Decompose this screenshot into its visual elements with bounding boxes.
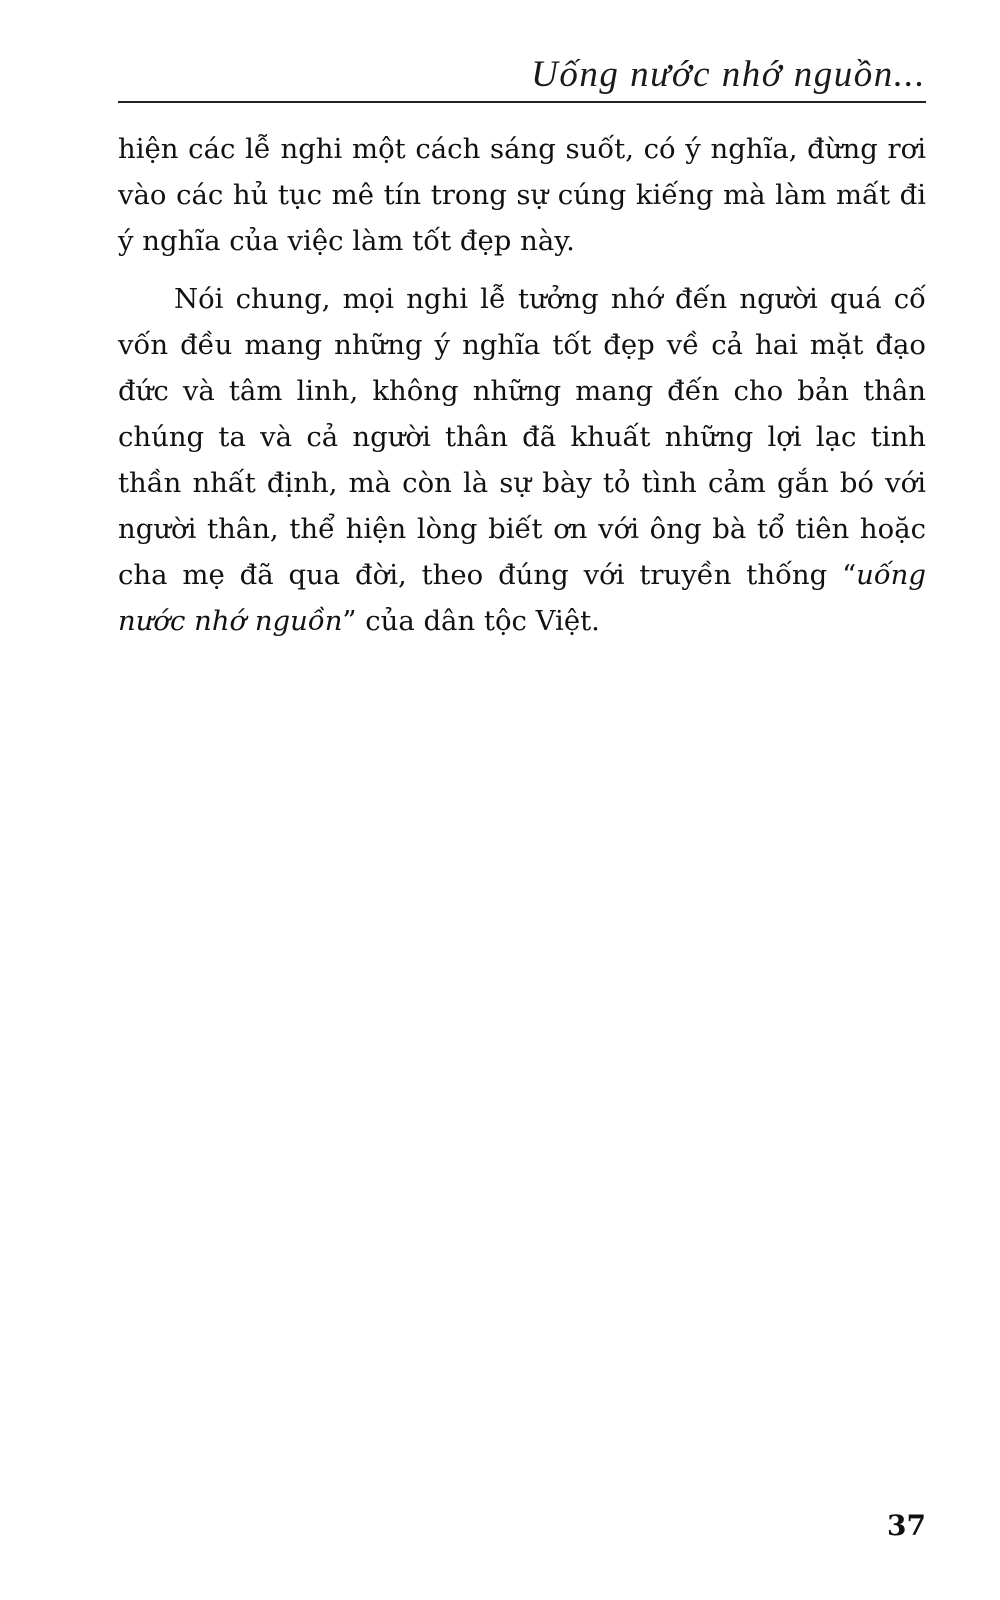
page-number: 37 xyxy=(887,1509,926,1542)
quoted-proverb: uống nước nhớ nguồn xyxy=(118,559,926,637)
paragraph-text: Nói chung, mọi nghi lễ tưởng nhớ đến người quá cố vốn đều mang những ý nghĩa tốt đẹp về cả hai mặt đạo đức và tâm linh, không những mang đến cho bản thân chúng ta và cả người thân đã khuất những lợi lạc tinh thần nhất định, mà còn là sự bày tỏ tình cảm gắn bó với người thân, thể hiện lòng biết ơn với ông bà tổ tiên hoặc cha mẹ đã qua đời, theo đúng với truyền thống “ xyxy=(118,283,926,591)
paragraph-text-end: ” của dân tộc Việt. xyxy=(342,605,600,637)
running-header-title: Uống nước nhớ nguồn... xyxy=(531,54,926,95)
paragraph xyxy=(118,276,926,644)
paragraph-continued: hiện các lễ nghi một cách sáng suốt, có ý nghĩa, đừng rơi vào các hủ tục mê tín trong sự cúng kiếng mà làm mất đi ý nghĩa của việc làm tốt đẹp này. xyxy=(118,133,926,257)
body-text xyxy=(118,126,926,644)
header-divider xyxy=(118,101,926,103)
